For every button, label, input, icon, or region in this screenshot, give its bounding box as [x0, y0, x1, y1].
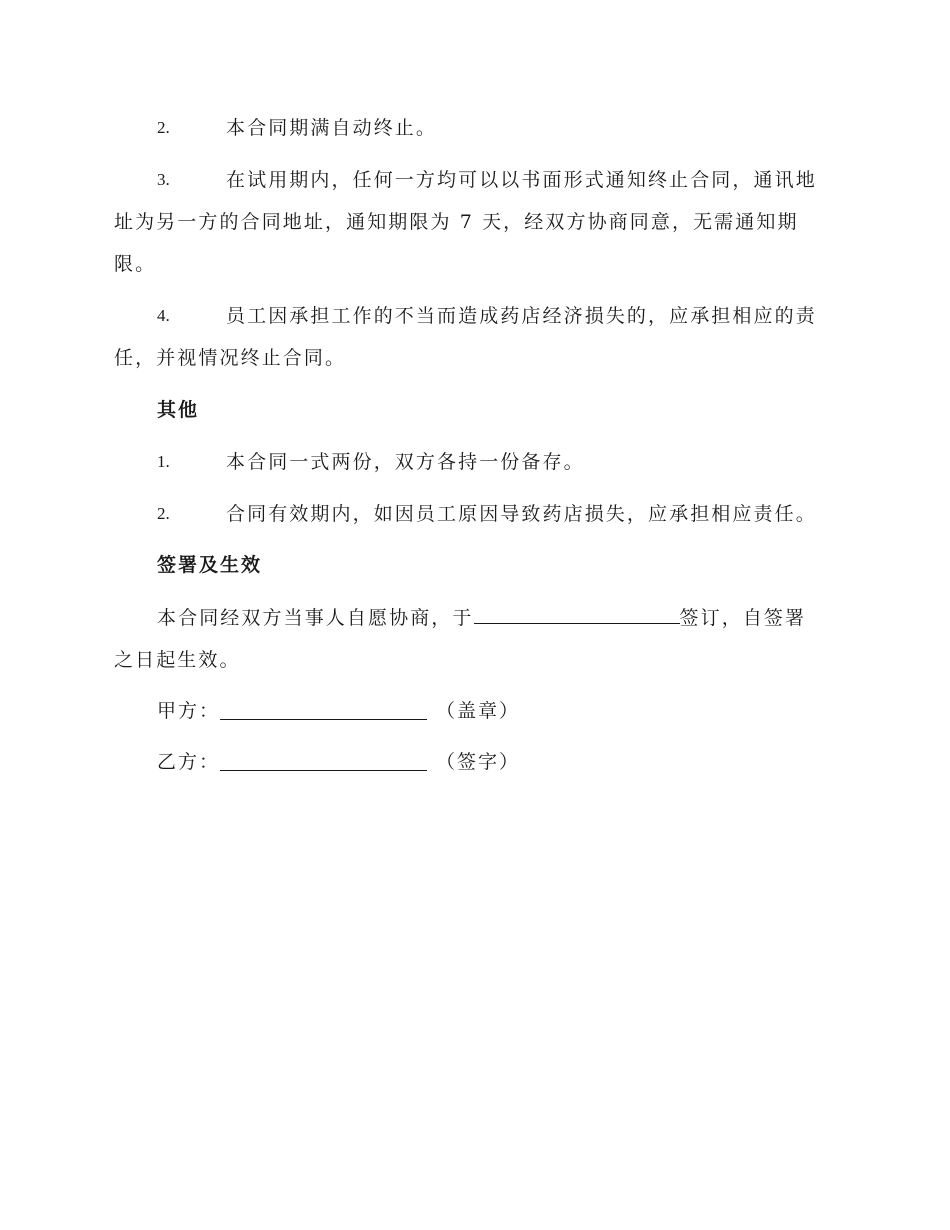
signing-text	[157, 605, 806, 630]
list-number: 1.	[157, 452, 170, 471]
list-text: 限。	[114, 253, 157, 275]
list-text: 合同有效期内，如因员工原因导致药店损失，应承担相应责任。	[226, 503, 817, 525]
party-a-signature-line	[220, 719, 427, 720]
list-text: 本合同一式两份，双方各持一份备存。	[226, 451, 585, 473]
list-number: 4.	[157, 306, 170, 325]
list-text: 员工因承担工作的不当而造成药店经济损失的，应承担相应的责	[226, 305, 817, 327]
list-text: 任，并视情况终止合同。	[114, 347, 347, 369]
list-number: 2.	[157, 504, 170, 523]
list-number: 3.	[157, 170, 170, 189]
date-blank	[474, 605, 680, 624]
section-heading-text: 其他	[157, 399, 200, 421]
party-b-label: 乙方：	[157, 751, 221, 773]
section-heading-text: 签署及生效	[157, 554, 263, 576]
party-b-signature-line	[220, 770, 427, 771]
list-text: 本合同期满自动终止。	[226, 117, 438, 139]
list-text: 址为另一方的合同地址，通知期限为 7 天，经双方协商同意，无需通知期	[114, 211, 799, 233]
party-a-note: （盖章）	[436, 700, 521, 722]
signing-text-before: 本合同经双方当事人自愿协商，于	[157, 607, 474, 629]
list-text: 在试用期内，任何一方均可以以书面形式通知终止合同，通讯地	[226, 169, 817, 191]
party-b-note: （签字）	[436, 751, 521, 773]
party-a-label: 甲方：	[157, 700, 221, 722]
signing-text: 之日起生效。	[114, 649, 241, 671]
signing-text-after: 签订，自签署	[679, 607, 807, 629]
list-number: 2.	[157, 118, 170, 137]
